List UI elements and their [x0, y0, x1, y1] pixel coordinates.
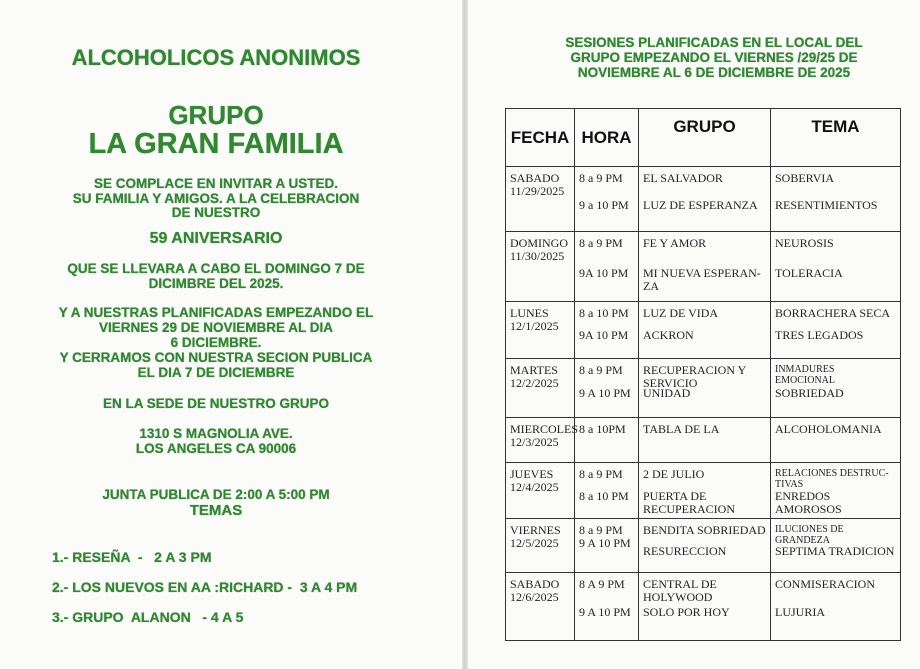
group-name: LA GRAN FAMILIA: [88, 128, 344, 160]
row-group-1: FE Y AMOR: [643, 236, 707, 250]
row-hour-1: 8 a 9 PM: [579, 467, 623, 481]
row-date: 11/30/2025: [510, 249, 565, 263]
row-topic-1: ALCOHOLOMANIA: [775, 422, 882, 436]
row-group-1: 2 DE JULIO: [643, 467, 705, 481]
venue: EN LA SEDE DE NUESTRO GRUPO: [102, 396, 330, 411]
row-group-1: TABLA DE LA: [643, 422, 720, 436]
row-hour-2: 9 a 10 PM: [579, 198, 629, 212]
row-hour-2: 8 a 10 PM: [579, 489, 629, 503]
row-topic-1: INMADURES EMOCIONAL: [775, 364, 835, 386]
schedule-table: [505, 108, 901, 641]
row-date: 12/1/2025: [510, 319, 559, 333]
row-date: 12/2/2025: [510, 376, 559, 390]
row-group-2: ACKRON: [643, 328, 694, 342]
row-hour-2: 9 A 10 PM: [579, 605, 631, 619]
public-meeting: JUNTA PUBLICA DE 2:00 A 5:00 PM: [102, 487, 330, 502]
row-topic-2: SEPTIMA TRADICION: [775, 544, 895, 558]
row-group-1: BENDITA SOBRIEDAD: [643, 523, 766, 537]
row-date: 12/3/2025: [510, 435, 559, 449]
row-group-2: SOLO POR HOY: [643, 605, 730, 619]
row-hour-1: 8 a 9 PM: [579, 363, 623, 377]
row-day: MARTES: [510, 363, 558, 377]
row-topic-1: RELACIONES DESTRUC- TIVAS: [775, 468, 889, 490]
row-day: MIERCOLES: [510, 422, 579, 436]
planned-line-5: EL DIA 7 DE DICIEMBRE: [137, 365, 295, 380]
planned-line-1: Y A NUESTRAS PLANIFICADAS EMPEZANDO EL: [58, 305, 374, 320]
schedule-heading-1: SESIONES PLANIFICADAS EN EL LOCAL DEL: [565, 35, 863, 50]
invite-line-3: DE NUESTRO: [171, 205, 261, 220]
address-line-2: LOS ANGELES CA 90006: [135, 441, 297, 456]
row-hour-1: 8 A 9 PM: [579, 577, 625, 591]
row-day: DOMINGO: [510, 236, 568, 250]
row-date: 11/29/2025: [510, 184, 565, 198]
row-group-2: LUZ DE ESPERANZA: [643, 198, 758, 212]
schedule-row: [506, 463, 901, 519]
row-group-1: LUZ DE VIDA: [643, 306, 719, 320]
invite-line-2: SU FAMILIA Y AMIGOS. A LA CELEBRACION: [72, 191, 360, 206]
invite-line-1: SE COMPLACE EN INVITAR A USTED.: [93, 176, 338, 191]
row-hour-2: 9A 10 PM: [579, 266, 629, 280]
group-label: GRUPO: [168, 100, 264, 130]
row-hour-1: 8 a 10PM: [579, 422, 626, 436]
row-topic-1: NEUROSIS: [775, 236, 834, 250]
row-topic-2: ENREDOS AMOROSOS: [775, 489, 842, 516]
schedule-row: [506, 418, 901, 463]
address-line-1: 1310 S MAGNOLIA AVE.: [139, 426, 293, 441]
schedule-row: [506, 573, 901, 641]
schedule-heading-2: GRUPO EMPEZANDO EL VIERNES /29/25 DE: [570, 50, 858, 65]
row-date: 12/5/2025: [510, 536, 559, 550]
col-fecha: FECHA: [506, 109, 575, 167]
row-topic-2: RESENTIMIENTOS: [775, 198, 878, 212]
row-hour-2: 9A 10 PM: [579, 328, 629, 342]
topic-2: 2.- LOS NUEVOS EN AA :RICHARD - 3 A 4 PM: [52, 579, 358, 595]
topics-heading: TEMAS: [189, 502, 243, 519]
schedule-row: [506, 232, 901, 302]
aa-title: ALCOHOLICOS ANONIMOS: [71, 45, 361, 70]
row-topic-1: ILUCIONES DE GRANDEZA: [775, 524, 844, 546]
row-topic-2: LUJURIA: [775, 605, 825, 619]
row-date: 12/4/2025: [510, 480, 559, 494]
row-hour-1: 8 a 9 PM: [579, 171, 623, 185]
schedule-row: [506, 519, 901, 573]
row-hour-1: 8 a 9 PM: [579, 236, 623, 250]
row-group-1: RECUPERACION Y SERVICIO: [643, 363, 747, 390]
topic-1: 1.- RESEÑA - 2 A 3 PM: [52, 549, 212, 565]
row-group-2: PUERTA DE RECUPERACION: [643, 489, 736, 516]
row-group-1: CENTRAL DE HOLYWOOD: [643, 577, 717, 604]
row-group-2: RESURECCION: [643, 544, 727, 558]
col-tema: TEMA: [771, 109, 901, 167]
col-hora: HORA: [575, 109, 639, 167]
row-hour-1: 8 a 9 PM 9 A 10 PM: [579, 523, 631, 550]
row-topic-1: SOBERVIA: [775, 171, 835, 185]
row-topic-2: SOBRIEDAD: [775, 386, 844, 400]
planned-line-2: VIERNES 29 DE NOVIEMBRE AL DIA: [98, 320, 334, 335]
row-topic-2: TRES LEGADOS: [775, 328, 864, 342]
row-hour-1: 8 a 10 PM: [579, 306, 629, 320]
anniversary: 59 ANIVERSARIO: [149, 230, 283, 247]
row-group-1: EL SALVADOR: [643, 171, 723, 185]
schedule-heading-3: NOVIEMBRE AL 6 DE DICIEMBRE DE 2025: [577, 65, 851, 80]
row-group-2: UNIDAD: [643, 386, 691, 400]
col-grupo: GRUPO: [639, 109, 771, 167]
when-line-1: QUE SE LLEVARA A CABO EL DOMINGO 7 DE: [67, 261, 365, 276]
row-day: LUNES: [510, 306, 549, 320]
row-date: 12/6/2025: [510, 590, 559, 604]
when-line-2: DICIMBRE DEL 2025.: [148, 276, 284, 291]
topic-3: 3.- GRUPO ALANON - 4 A 5: [52, 609, 244, 625]
row-day: SABADO: [510, 577, 560, 591]
schedule-row: [506, 167, 901, 232]
row-hour-2: 9 A 10 PM: [579, 386, 631, 400]
row-group-2: MI NUEVA ESPERAN- ZA: [643, 266, 761, 293]
planned-line-3: 6 DICIEMBRE.: [170, 335, 262, 350]
planned-line-4: Y CERRAMOS CON NUESTRA SECION PUBLICA: [59, 350, 373, 365]
row-day: VIERNES: [510, 523, 561, 537]
row-day: JUEVES: [510, 467, 554, 481]
schedule-row: [506, 359, 901, 418]
row-topic-1: CONMISERACION: [775, 577, 876, 591]
row-day: SABADO: [510, 171, 560, 185]
row-topic-1: BORRACHERA SECA: [775, 306, 891, 320]
schedule-row: [506, 302, 901, 359]
row-topic-2: TOLERACIA: [775, 266, 843, 280]
